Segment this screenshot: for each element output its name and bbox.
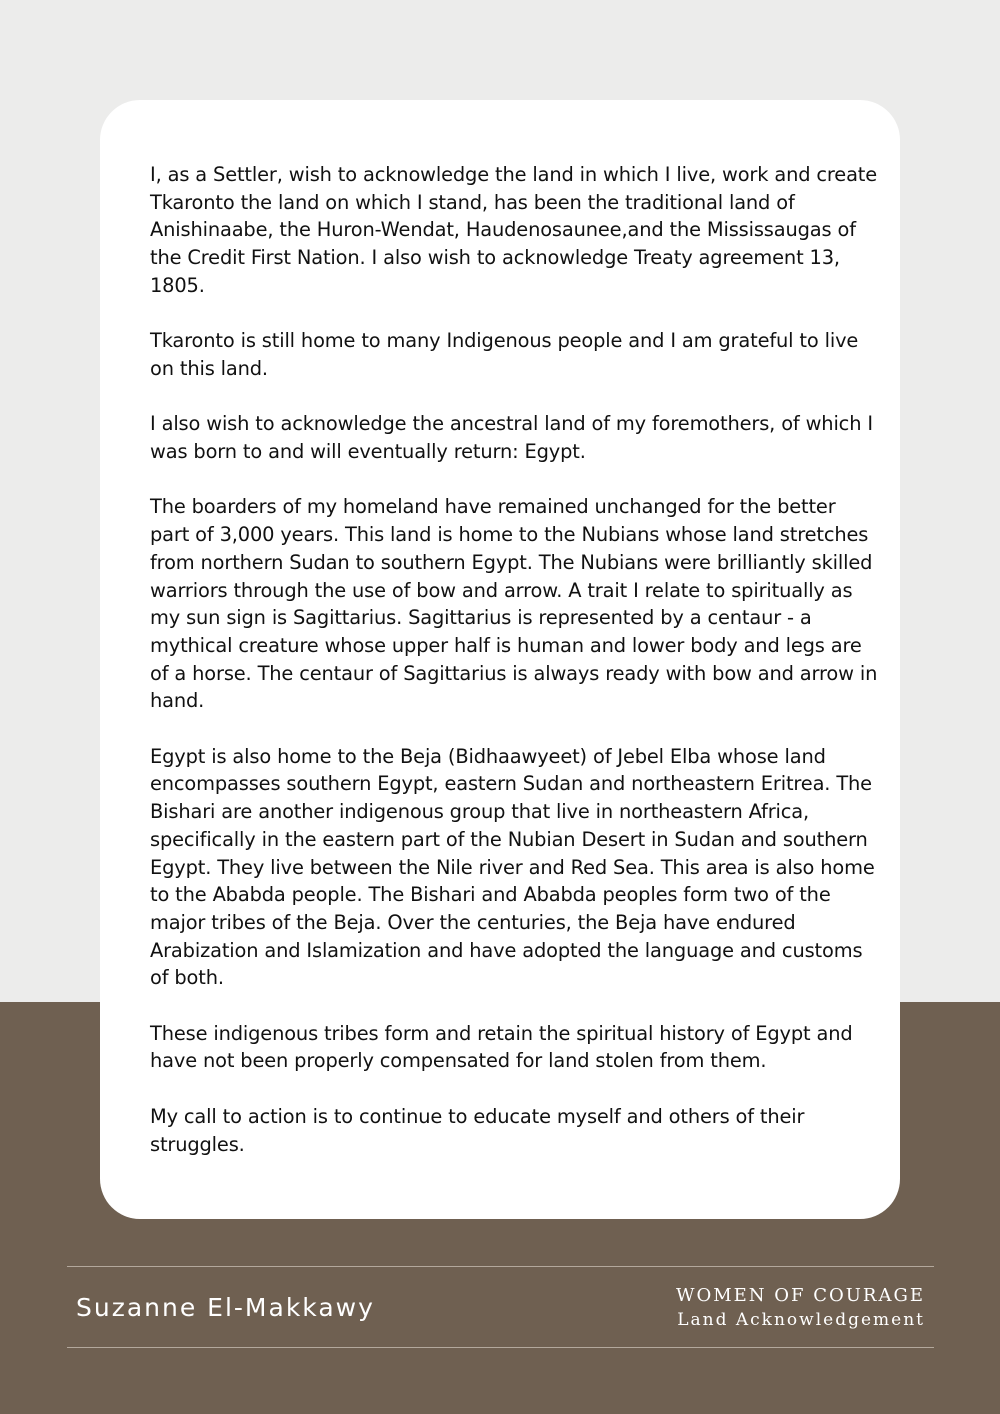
series-title: WOMEN OF COURAGE bbox=[675, 1285, 925, 1306]
paragraph: Tkaronto is still home to many Indigenous people and I am grateful to live on this land. bbox=[150, 329, 859, 380]
paragraph: Egypt is also home to the Beja (Bidhaawyeet) of Jebel Elba whose land encompasses southern Egypt, eastern Sudan and northeastern Eritrea. The Bishari are another indigenous group that live in northeastern Africa, specifically in the eastern part of the Nubian Desert in Sudan and southern Egypt. They live between the Nile river and Red Sea. This area is also home to the Ababda people. The Bishari and Ababda peoples form two of the major tribes of the Beja. Over the centuries, the Beja have endured Arabization and Islamization and have adopted the language and customs of both. bbox=[150, 744, 875, 990]
content-card bbox=[100, 100, 900, 1219]
paragraph: My call to action is to continue to educate myself and others of their struggles. bbox=[150, 1104, 805, 1156]
paragraph: These indigenous tribes form and retain the spiritual history of Egypt and have not been properly compensated for land stolen from them. bbox=[150, 1021, 853, 1073]
paragraph: I also wish to acknowledge the ancestral land of my foremothers, of which I was born to and will eventually return: Egypt. bbox=[150, 412, 873, 463]
paragraph: The boarders of my homeland have remained unchanged for the better part of 3,000 years. This land is home to the Nubians whose land stretches from northern Sudan to southern Egypt. The Nubians were brilliantly skilled warriors through the use of bow and arrow. A trait I relate to spiritually as my sun sign is Sagittarius. Sagittarius is represented by a centaur - a mythical creature whose upper half is human and lower body and legs are of a horse. The centaur of Sagittarius is always ready with bow and arrow in hand. bbox=[150, 495, 878, 713]
footer-bottom-divider bbox=[67, 1347, 934, 1348]
acknowledgement-text bbox=[150, 161, 880, 1186]
series-heading bbox=[676, 1284, 925, 1332]
footer-top-divider bbox=[67, 1266, 934, 1267]
author-name: Suzanne El-Makkawy bbox=[76, 1293, 375, 1322]
series-subtitle: Land Acknowledgement bbox=[677, 1310, 925, 1330]
paragraph: I, as a Settler, wish to acknowledge the land in which I live, work and create Tkaronto the land on which I stand, has been the traditional land of Anishinaabe, the Huron-Wendat, Haudenosaunee,and the Mississaugas of the Credit First Nation. I also wish to acknowledge Treaty agreement 13, 1805. bbox=[150, 163, 878, 297]
